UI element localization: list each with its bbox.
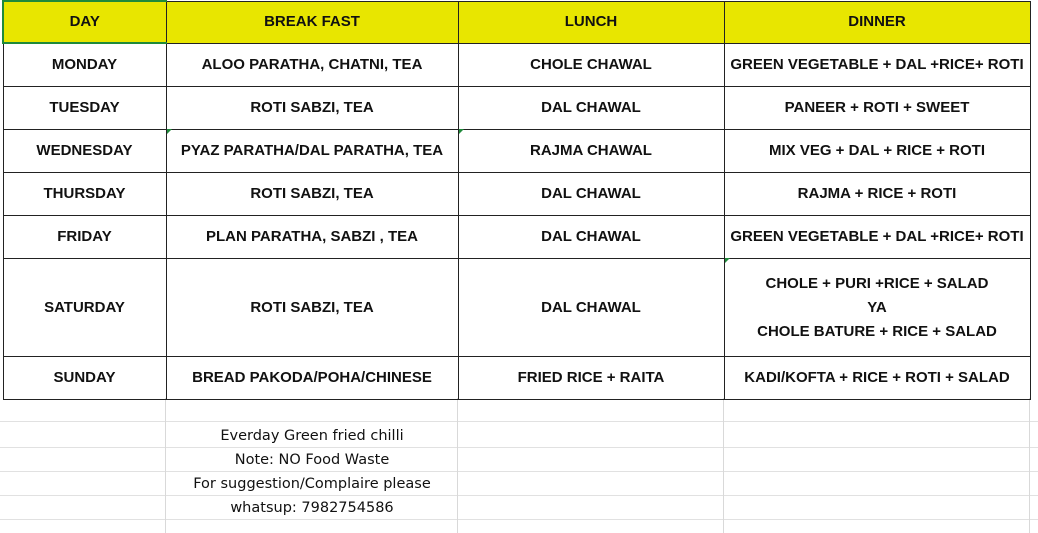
table-row [3, 87, 1030, 130]
lunch-cell[interactable]: DAL CHAWAL [458, 259, 724, 357]
breakfast-cell[interactable]: PLAN PARATHA, SABZI , TEA [166, 216, 458, 259]
breakfast-cell[interactable]: ROTI SABZI, TEA [166, 87, 458, 130]
lunch-cell[interactable]: RAJMA CHAWAL [458, 130, 724, 173]
dinner-line: MIX VEG + DAL + RICE + ROTI [768, 142, 986, 159]
breakfast-cell[interactable]: ROTI SABZI, TEA [166, 173, 458, 216]
header-dinner[interactable]: DINNER [724, 1, 1030, 43]
grid-line [1029, 398, 1030, 533]
note-line[interactable]: For suggestion/Complaire please [193, 476, 431, 492]
note-line[interactable]: Note: NO Food Waste [234, 452, 390, 468]
table-row [3, 259, 1030, 357]
note-line[interactable]: whatsup: 7982754586 [230, 500, 394, 516]
cell-indicator-icon [459, 129, 464, 134]
grid-line [0, 421, 1038, 422]
dinner-cell[interactable] [724, 130, 1030, 173]
day-cell[interactable]: WEDNESDAY [3, 130, 166, 173]
lunch-cell[interactable]: DAL CHAWAL [458, 216, 724, 259]
day-cell[interactable]: MONDAY [3, 43, 166, 87]
day-cell[interactable]: SATURDAY [3, 259, 166, 357]
day-cell[interactable]: SUNDAY [3, 357, 166, 400]
breakfast-cell[interactable]: PYAZ PARATHA/DAL PARATHA, TEA [166, 130, 458, 173]
dinner-line: KADI/KOFTA + RICE + ROTI + SALAD [744, 369, 1010, 386]
header-breakfast[interactable]: BREAK FAST [166, 1, 458, 43]
grid-line [0, 495, 1038, 496]
day-cell[interactable]: TUESDAY [3, 87, 166, 130]
table-row [3, 130, 1030, 173]
day-cell[interactable]: FRIDAY [3, 216, 166, 259]
dinner-cell[interactable] [724, 357, 1030, 400]
breakfast-cell[interactable]: ROTI SABZI, TEA [166, 259, 458, 357]
dinner-cell[interactable] [724, 216, 1030, 259]
cell-indicator-icon [167, 129, 172, 134]
breakfast-cell[interactable]: BREAD PAKODA/POHA/CHINESE [166, 357, 458, 400]
header-row [3, 1, 1030, 43]
table-row [3, 216, 1030, 259]
dinner-line: CHOLE BATURE + RICE + SALAD [757, 322, 997, 340]
grid-line [0, 447, 1038, 448]
dinner-line: CHOLE + PURI +RICE + SALAD [765, 274, 989, 292]
table-row [3, 43, 1030, 87]
breakfast-cell[interactable]: ALOO PARATHA, CHATNI, TEA [166, 43, 458, 87]
dinner-line: GREEN VEGETABLE + DAL +RICE+ ROTI [730, 55, 1024, 73]
dinner-cell[interactable] [724, 87, 1030, 130]
dinner-line: RAJMA + RICE + ROTI [797, 185, 957, 202]
day-cell[interactable]: THURSDAY [3, 173, 166, 216]
grid-line [0, 519, 1038, 520]
grid-line [0, 471, 1038, 472]
header-lunch[interactable]: LUNCH [458, 1, 724, 43]
dinner-cell[interactable] [724, 173, 1030, 216]
dinner-line: PANEER + ROTI + SWEET [784, 99, 970, 116]
notes-block [166, 424, 458, 520]
header-day[interactable]: DAY [3, 1, 166, 43]
note-line[interactable]: Everday Green fried chilli [220, 428, 404, 444]
table-row [3, 173, 1030, 216]
lunch-cell[interactable]: CHOLE CHAWAL [458, 43, 724, 87]
dinner-cell[interactable] [724, 259, 1030, 357]
grid-line [723, 398, 724, 533]
dinner-line: YA [867, 298, 887, 316]
table-row [3, 357, 1030, 400]
lunch-cell[interactable]: DAL CHAWAL [458, 87, 724, 130]
lunch-cell[interactable]: DAL CHAWAL [458, 173, 724, 216]
cell-indicator-icon [725, 258, 730, 263]
dinner-cell[interactable] [724, 43, 1030, 87]
lunch-cell[interactable]: FRIED RICE + RAITA [458, 357, 724, 400]
meal-menu-table [2, 0, 1031, 400]
dinner-line: GREEN VEGETABLE + DAL +RICE+ ROTI [730, 228, 1024, 245]
